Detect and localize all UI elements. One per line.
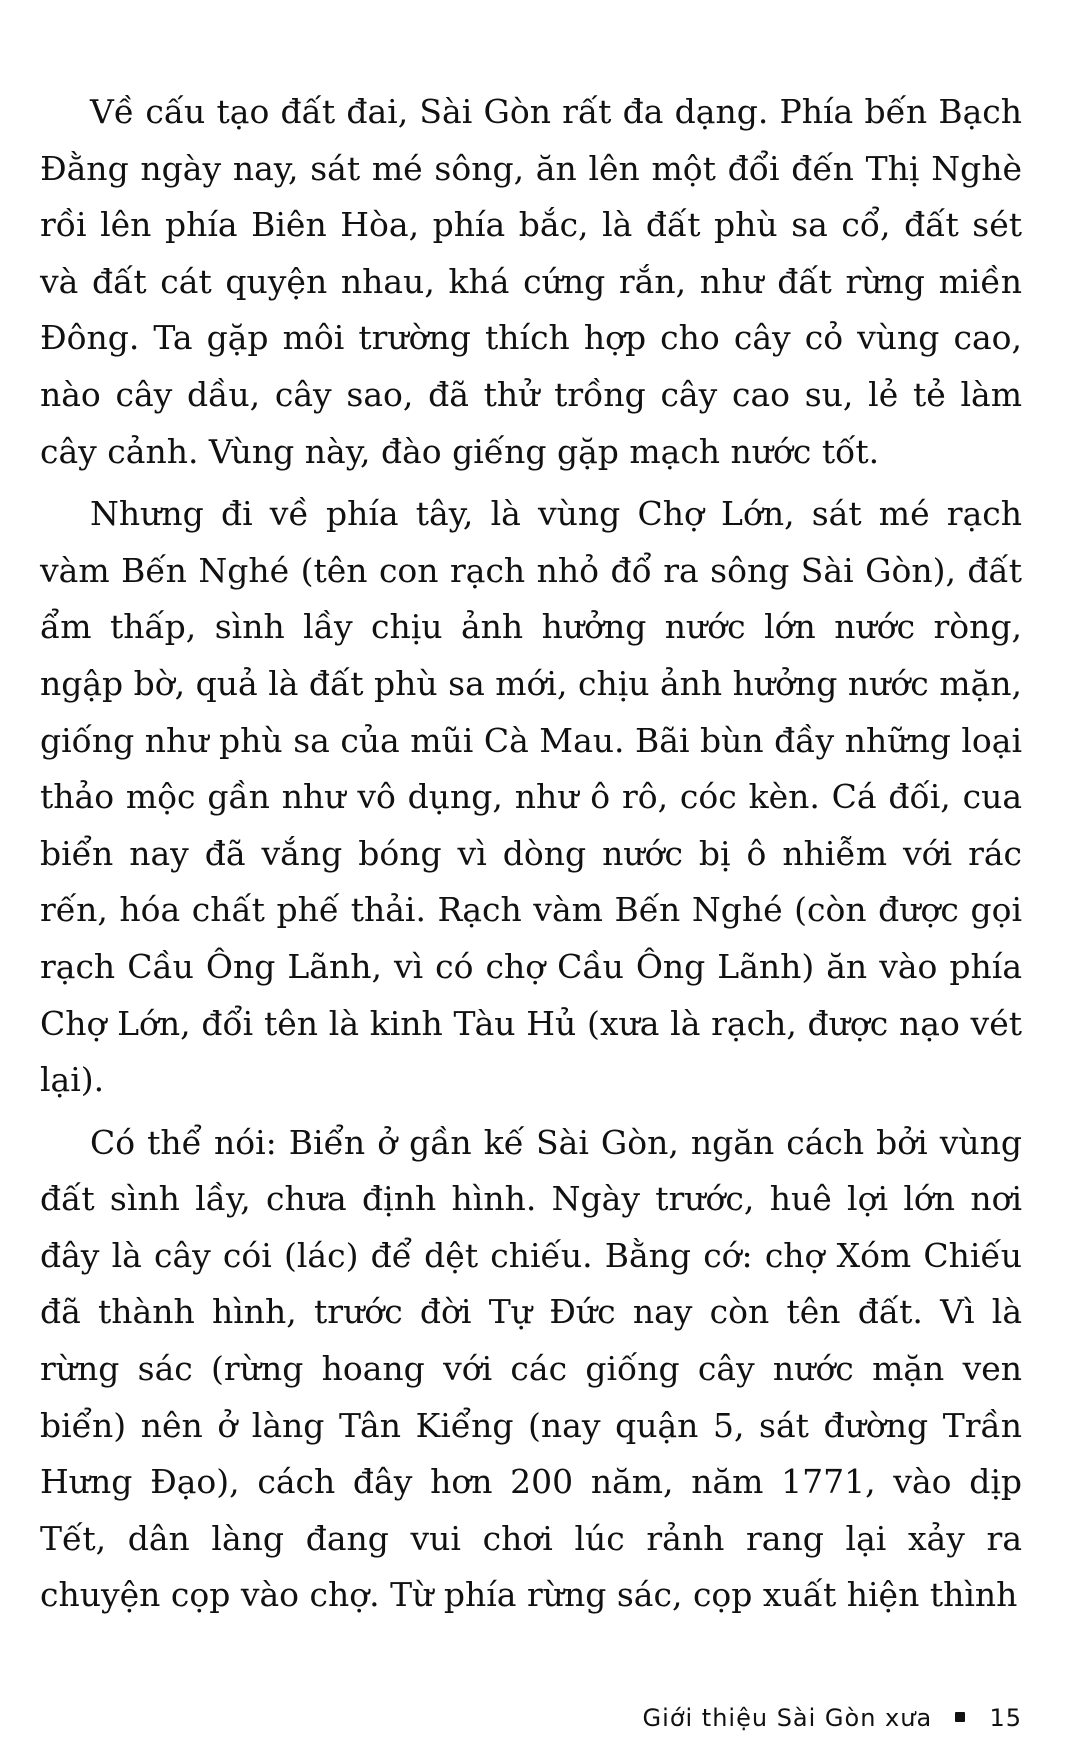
running-title: Giới thiệu Sài Gòn xưa (642, 1704, 933, 1732)
paragraph-1: Về cấu tạo đất đai, Sài Gòn rất đa dạng. Phía bến Bạch Đằng ngày nay, sát mé sông, ăn lên một đổi đến Thị Nghè rồi lên phía Biên Hòa, phía bắc, là đất phù sa cổ, đất sét và đất cát quyện nhau, khá cứng rắn, như đất rừng miền Đông. Ta gặp môi trường thích hợp cho cây cỏ vùng cao, nào cây dầu, cây sao, đã thử trồng cây cao su, lẻ tẻ làm cây cảnh. Vùng này, đào giếng gặp mạch nước tốt. (40, 92, 1022, 471)
paragraph-2: Nhưng đi về phía tây, là vùng Chợ Lớn, sát mé rạch vàm Bến Nghé (tên con rạch nhỏ đổ ra sông Sài Gòn), đất ẩm thấp, sình lầy chịu ảnh hưởng nước lớn nước ròng, ngập bờ, quả là đất phù sa mới, chịu ảnh hưởng nước mặn, giống như phù sa của mũi Cà Mau. Bãi bùn đầy những loại thảo mộc gần như vô dụng, như ô rô, cóc kèn. Cá đối, cua biển nay đã vắng bóng vì dòng nước bị ô nhiễm với rác rến, hóa chất phế thải. Rạch vàm Bến Nghé (còn được gọi rạch Cầu Ông Lãnh, vì có chợ Cầu Ông Lãnh) ăn vào phía Chợ Lớn, đổi tên là kinh Tàu Hủ (xưa là rạch, được nạo vét lại). (40, 494, 1022, 1100)
page-number: 15 (989, 1704, 1022, 1732)
bullet-separator-icon (955, 1712, 965, 1722)
paragraph-3: Có thể nói: Biển ở gần kế Sài Gòn, ngăn cách bởi vùng đất sình lầy, chưa định hình. Ngày trước, huê lợi lớn nơi đây là cây cói (lác) để dệt chiếu. Bằng cớ: chợ Xóm Chiếu đã thành hình, trước đời Tự Đức nay còn tên đất. Vì là rừng sác (rừng hoang với các giống cây nước mặn ven biển) nên ở làng Tân Kiểng (nay quận 5, sát đường Trần Hưng Đạo), cách đây hơn 200 năm, năm 1771, vào dịp Tết, dân làng đang vui chơi lúc rảnh rang lại xảy ra chuyện cọp vào chợ. Từ phía rừng sác, cọp xuất hiện thình (40, 1122, 1022, 1615)
body-text (40, 84, 1022, 1624)
page-footer (600, 1704, 1022, 1732)
